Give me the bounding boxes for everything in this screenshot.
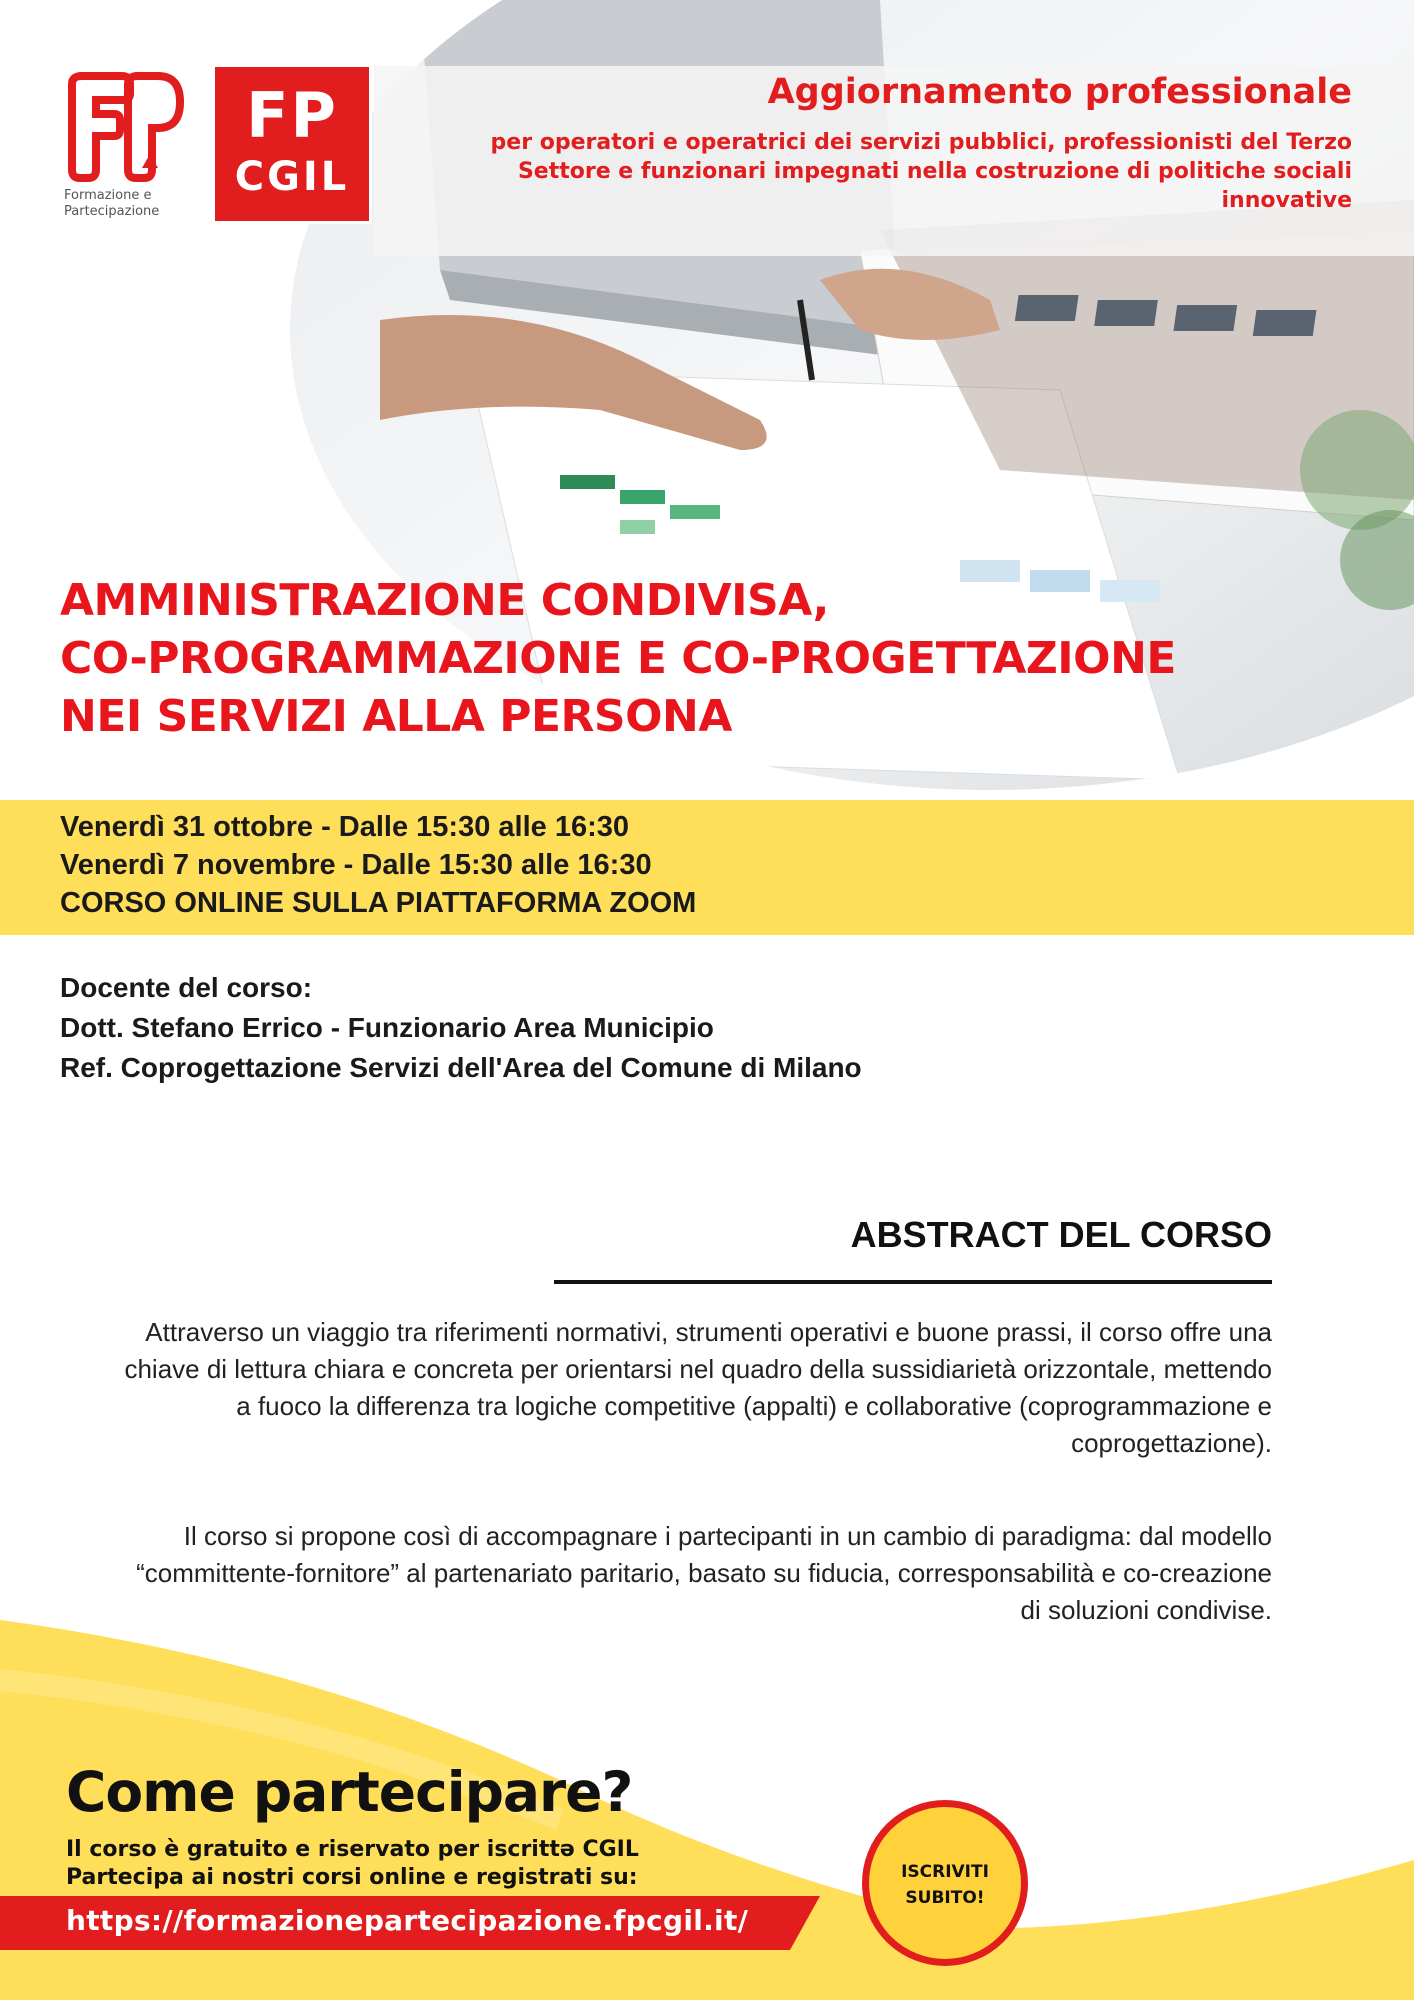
participate-info	[66, 1836, 639, 1892]
cgil-logo-text: CGIL	[234, 154, 350, 200]
teacher-name: Dott. Stefano Errico - Funzionario Area Municipio	[60, 1012, 714, 1043]
participate-line: Il corso è gratuito e riservato per iscrittə CGIL	[66, 1837, 639, 1862]
teacher-role: Ref. Coprogettazione Servizi dell'Area del Comune di Milano	[60, 1052, 862, 1083]
registration-link[interactable]: https://formazionepartecipazione.fpcgil.it/	[66, 1904, 749, 1937]
cta-line: SUBITO!	[905, 1888, 985, 1908]
course-title-line: NEI SERVIZI ALLA PERSONA	[60, 691, 732, 742]
platform-line: CORSO ONLINE SULLA PIATTAFORMA ZOOM	[60, 887, 697, 919]
course-title-line: AMMINISTRAZIONE CONDIVISA,	[60, 575, 829, 626]
logo-caption-line: Partecipazione	[64, 204, 160, 219]
header-subtitle: per operatori e operatrici dei servizi pubblici, professionisti del Terzo Settore e funzionari impegnati nella costruzione di politiche sociali innovative	[490, 130, 1352, 213]
fp-logo-text: FP	[246, 79, 338, 152]
header-title: Aggiornamento professionale	[767, 72, 1352, 112]
participate-line: Partecipa ai nostri corsi online e registrati su:	[66, 1865, 638, 1890]
teacher-heading: Docente del corso:	[60, 972, 313, 1003]
course-title-line: CO-PROGRAMMAZIONE E CO-PROGETTAZIONE	[60, 633, 1176, 684]
logo-caption	[64, 188, 159, 220]
date-line: Venerdì 31 ottobre - Dalle 15:30 alle 16:30	[60, 811, 629, 843]
course-title	[60, 572, 1176, 746]
date-line: Venerdì 7 novembre - Dalle 15:30 alle 16:30	[60, 849, 652, 881]
cta-line: ISCRIVITI	[901, 1862, 989, 1882]
logo-caption-line: Formazione e	[64, 188, 152, 203]
subscribe-button[interactable]	[862, 1800, 1028, 1966]
abstract-heading: ABSTRACT DEL CORSO	[850, 1214, 1272, 1255]
abstract-divider	[554, 1280, 1272, 1284]
fp-cgil-logo	[212, 64, 372, 224]
teacher-info	[60, 968, 862, 1088]
abstract-paragraph-1: Attraverso un viaggio tra riferimenti normativi, strumenti operativi e buone prassi, il corso offre una chiave di lettura chiara e concreta per orientarsi nel quadro della sussidiarietà orizzontale, mettendo a fuoco la differenza tra logiche competitive (appalti) e collaborative (coprogrammazione e coprogettazione).	[124, 1317, 1272, 1458]
formazione-partecipazione-logo	[62, 72, 184, 182]
course-dates	[60, 808, 696, 922]
participate-title: Come partecipare?	[66, 1760, 633, 1824]
abstract-paragraph-2: Il corso si propone così di accompagnare i partecipanti in un cambio di paradigma: dal modello “committente-fornitore” al partenariato paritario, basato su fiducia, corresponsabilità e co-creazione di soluzioni condivise.	[136, 1521, 1272, 1625]
